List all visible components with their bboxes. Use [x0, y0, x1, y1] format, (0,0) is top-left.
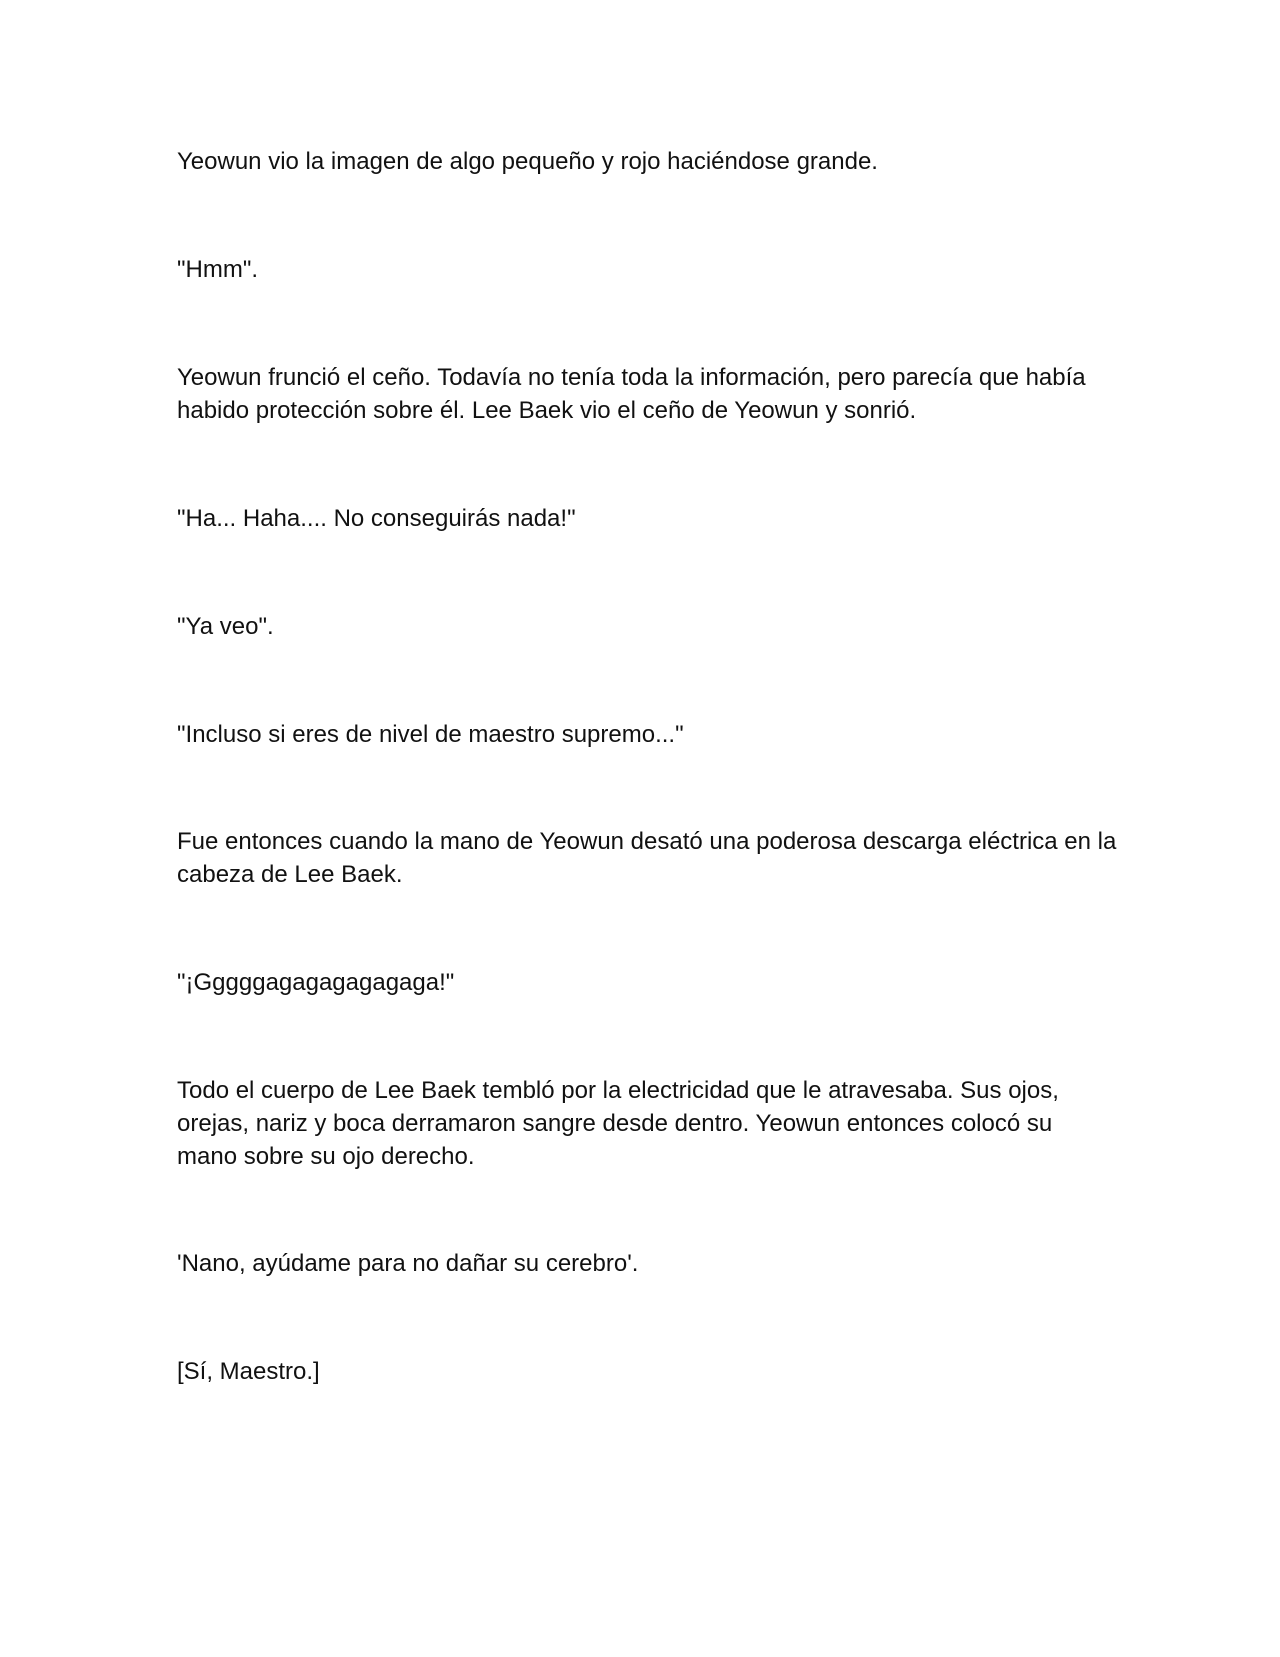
paragraph-9: Todo el cuerpo de Lee Baek tembló por la electricidad que le atravesaba. Sus ojos, orejas, nariz y boca derramaron sangre desde dentro. Yeowun entonces colocó su mano sobre su ojo derecho.: [177, 1077, 1059, 1170]
paragraph-4: "Ha... Haha.... No conseguirás nada!": [177, 505, 576, 532]
paragraph-8: "¡Gggggagagagagagaga!": [177, 969, 455, 996]
paragraph-10: 'Nano, ayúdame para no dañar su cerebro'.: [177, 1250, 639, 1277]
paragraph-2: "Hmm".: [177, 256, 259, 283]
paragraph-5: "Ya veo".: [177, 613, 274, 640]
paragraph-6: "Incluso si eres de nivel de maestro supremo...": [177, 721, 684, 748]
paragraph-7: Fue entonces cuando la mano de Yeowun desató una poderosa descarga eléctrica en la cabeza de Lee Baek.: [177, 828, 1117, 888]
paragraph-1: Yeowun vio la imagen de algo pequeño y rojo haciéndose grande.: [177, 148, 878, 175]
paragraph-3: Yeowun frunció el ceño. Todavía no tenía toda la información, pero parecía que había habido protección sobre él. Lee Baek vio el ceño de Yeowun y sonrió.: [177, 364, 1086, 424]
paragraph-11: [Sí, Maestro.]: [177, 1358, 320, 1385]
